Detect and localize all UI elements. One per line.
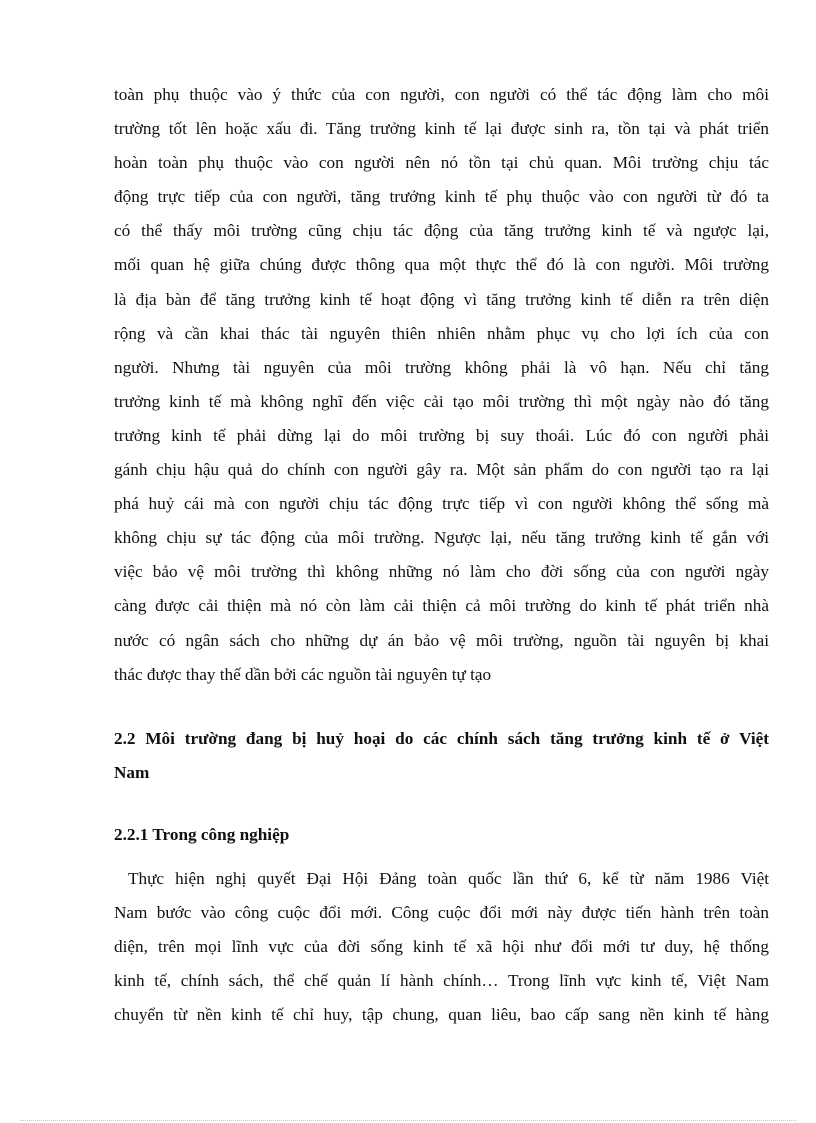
- section-heading-2-2: [114, 722, 769, 790]
- heading-line: 2.2.1 Trong công nghiệp: [114, 824, 290, 844]
- text-line: càng được cải thiện mà nó còn làm cải thiện cả môi trường do kinh tế phát triển nhà: [114, 596, 769, 616]
- text-line: phá huỷ cái mà con người chịu tác động trực tiếp vì con người không thể sống mà: [114, 494, 769, 514]
- page-bottom-dotted-rule: [20, 1120, 796, 1121]
- text-line: nước có ngân sách cho những dự án bảo vệ môi trường, nguồn tài nguyên bị khai: [114, 630, 769, 650]
- text-line: mối quan hệ giữa chúng được thông qua một thực thể đó là con người. Môi trường: [114, 255, 769, 275]
- text-line: diện, trên mọi lĩnh vực của đời sống kinh tế xã hội như đổi mới tư duy, hệ thống: [114, 937, 769, 957]
- body-paragraph-2: [114, 862, 769, 1032]
- text-line: gánh chịu hậu quả do chính con người gây ra. Một sản phẩm do con người tạo ra lại: [114, 460, 769, 480]
- text-line: trưởng kinh tế mà không nghĩ đến việc cải tạo môi trường thì một ngày nào đó tăng: [114, 391, 769, 411]
- text-line: kinh tế, chính sách, thể chế quản lí hành chính… Trong lĩnh vực kinh tế, Việt Nam: [114, 971, 769, 991]
- text-line: toàn phụ thuộc vào ý thức của con người, con người có thể tác động làm cho môi: [114, 85, 769, 104]
- text-line: việc bảo vệ môi trường thì không những nó làm cho đời sống của con người ngày: [114, 562, 769, 582]
- heading-line: 2.2 Môi trường đang bị huỷ hoại do các chính sách tăng trưởng kinh tế ở Việt: [114, 728, 769, 748]
- body-paragraph-1: [114, 78, 769, 692]
- section-heading-2-2-1: [114, 818, 769, 852]
- text-line: động trực tiếp của con người, tăng trưởng kinh tế phụ thuộc vào con người từ đó ta: [114, 187, 769, 207]
- text-line: người. Nhưng tài nguyên của môi trường không phải là vô hạn. Nếu chỉ tăng: [114, 357, 769, 377]
- text-line: Nam bước vào công cuộc đổi mới. Công cuộc đổi mới này được tiến hành trên toàn: [114, 903, 769, 923]
- text-line: là địa bàn để tăng trưởng kinh tế hoạt động vì tăng trưởng kinh tế diễn ra trên diện: [114, 289, 769, 309]
- text-line: thác được thay thế dần bởi các nguồn tài nguyên tự tạo: [114, 664, 492, 684]
- heading-line: Nam: [114, 762, 150, 782]
- text-line: hoàn toàn phụ thuộc vào con người nên nó tồn tại chủ quan. Môi trường chịu tác: [114, 153, 769, 173]
- text-line: trường tốt lên hoặc xấu đi. Tăng trưởng kinh tế lại được sinh ra, tồn tại và phát triển: [114, 119, 769, 139]
- text-line: có thể thấy môi trường cũng chịu tác động của tăng trưởng kinh tế và ngược lại,: [114, 221, 769, 241]
- document-page: [114, 78, 769, 1032]
- text-line: Thực hiện nghị quyết Đại Hội Đảng toàn quốc lần thứ 6, kể từ năm 1986 Việt: [128, 868, 769, 888]
- text-line: chuyển từ nền kinh tế chỉ huy, tập chung, quan liêu, bao cấp sang nền kinh tế hàng: [114, 1005, 769, 1025]
- text-line: trưởng kinh tế phải dừng lại do môi trường bị suy thoái. Lúc đó con người phải: [114, 425, 769, 445]
- text-line: rộng và cần khai thác tài nguyên thiên nhiên nhằm phục vụ cho lợi ích của con: [114, 323, 769, 343]
- text-line: không chịu sự tác động của môi trường. Ngược lại, nếu tăng trưởng kinh tế gắn với: [114, 528, 769, 548]
